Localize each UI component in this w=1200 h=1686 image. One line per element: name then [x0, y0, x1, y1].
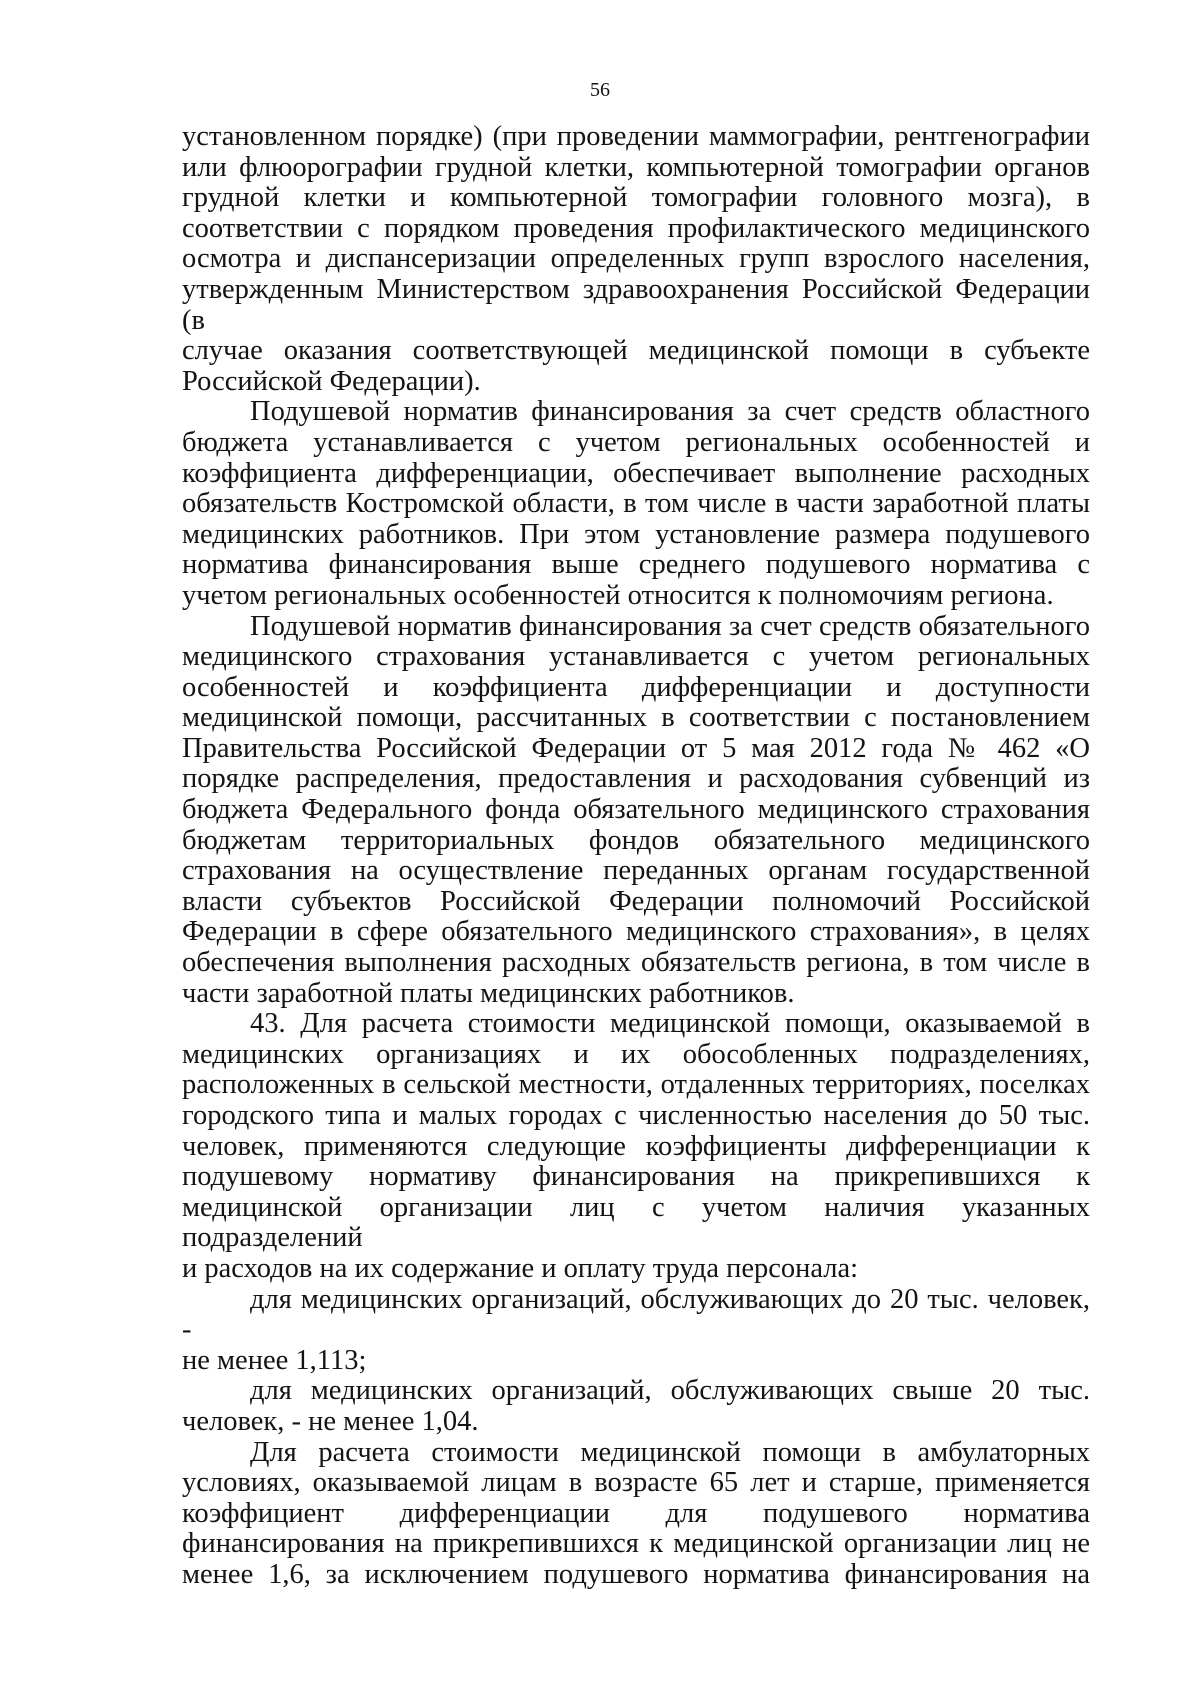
text-line: случае оказания соответствующей медицинской помощи в субъекте	[182, 335, 1090, 367]
paragraph-item-43	[182, 1009, 1090, 1284]
text-line: медицинских организациях и их обособленных подразделениях,	[182, 1038, 1090, 1070]
text-line: подушевому нормативу финансирования на прикрепившихся к	[182, 1161, 1090, 1193]
body-text	[182, 122, 1090, 1591]
text-line: финансирования на прикрепившихся к медицинской организации лиц не	[182, 1528, 1090, 1560]
text-line: порядке распределения, предоставления и расходования субвенций из	[182, 763, 1090, 795]
text-line: городского типа и малых городах с численностью населения до 50 тыс.	[182, 1100, 1090, 1131]
paragraph-coefficient-over-20k	[182, 1376, 1090, 1437]
text-line: осмотра и диспансеризации определенных групп взрослого населения,	[182, 243, 1090, 275]
text-line: Федерации в сфере обязательного медицинского страхования», в целях	[182, 916, 1090, 948]
text-line: учетом региональных особенностей относится к полномочиям региона.	[182, 579, 1054, 611]
text-line: и расходов на их содержание и оплату труда персонала:	[182, 1252, 859, 1284]
paragraph-continuation	[182, 122, 1090, 397]
text-line: бюджета устанавливается с учетом региональных особенностей и	[182, 426, 1090, 458]
text-line: бюджета Федерального фонда обязательного медицинского страхования	[182, 794, 1090, 826]
text-line: медицинской помощи, рассчитанных в соответствии с постановлением	[182, 702, 1090, 734]
text-line: для медицинских организаций, обслуживающих свыше 20 тыс.	[250, 1375, 1090, 1407]
text-line: страхования на осуществление переданных органам государственной	[182, 855, 1090, 887]
text-line: коэффициент дифференциации для подушевого норматива	[182, 1497, 1090, 1529]
paragraph-age-65-coefficient	[182, 1438, 1090, 1591]
text-line: обеспечения выполнения расходных обязательств региона, в том числе в	[182, 947, 1090, 979]
text-line: соответствии с порядком проведения профилактического медицинского	[182, 212, 1090, 244]
text-line: коэффициента дифференциации, обеспечивает выполнение расходных	[182, 457, 1090, 489]
text-line: для медицинских организаций, обслуживающих до 20 тыс. человек, -	[182, 1283, 1090, 1346]
text-line: медицинских работников. При этом установление размера подушевого	[182, 518, 1090, 550]
paragraph-oms-norm	[182, 612, 1090, 1010]
text-line: бюджетам территориальных фондов обязательного медицинского	[182, 824, 1090, 856]
text-line: медицинской организации лиц с учетом наличия указанных подразделений	[182, 1191, 1090, 1254]
text-line: или флюорографии грудной клетки, компьютерной томографии органов	[182, 151, 1090, 183]
text-line: Для расчета стоимости медицинской помощи в амбулаторных	[250, 1436, 1090, 1468]
text-line: человек, - не менее 1,04.	[182, 1405, 479, 1437]
text-line: части заработной платы медицинских работников.	[182, 977, 795, 1009]
text-line: обязательств Костромской области, в том числе в части заработной платы	[182, 488, 1090, 520]
text-line: установленном порядке) (при проведении маммографии, рентгенографии	[182, 121, 1090, 152]
text-line: Подушевой норматив финансирования за счет средств обязательного	[250, 610, 1090, 642]
text-line: менее 1,6, за исключением подушевого норматива финансирования на	[182, 1558, 1090, 1590]
paragraph-regional-budget-norm	[182, 397, 1090, 611]
text-line: расположенных в сельской местности, отдаленных территориях, поселках	[182, 1069, 1090, 1101]
text-line: власти субъектов Российской Федерации полномочий Российской	[182, 885, 1090, 917]
paragraph-coefficient-up-to-20k	[182, 1285, 1090, 1377]
text-line: медицинского страхования устанавливается с учетом региональных	[182, 641, 1090, 673]
text-line: человек, применяются следующие коэффициенты дифференциации к	[182, 1130, 1090, 1162]
text-line: не менее 1,113;	[182, 1344, 367, 1376]
text-line: Подушевой норматив финансирования за счет средств областного	[250, 396, 1090, 428]
text-line: Правительства Российской Федерации от 5 мая 2012 года № 462 «О	[182, 732, 1090, 764]
page-number: 56	[590, 79, 610, 101]
text-line: особенностей и коэффициента дифференциации и доступности	[182, 671, 1090, 703]
text-line: 43. Для расчета стоимости медицинской помощи, оказываемой в	[250, 1008, 1090, 1040]
text-line: норматива финансирования выше среднего подушевого норматива с	[182, 549, 1090, 581]
text-line: условиях, оказываемой лицам в возрасте 65 лет и старше, применяется	[182, 1467, 1090, 1499]
text-line: Российской Федерации).	[182, 365, 481, 397]
text-line: утвержденным Министерством здравоохранения Российской Федерации (в	[182, 273, 1090, 336]
text-line: грудной клетки и компьютерной томографии головного мозга), в	[182, 182, 1090, 214]
